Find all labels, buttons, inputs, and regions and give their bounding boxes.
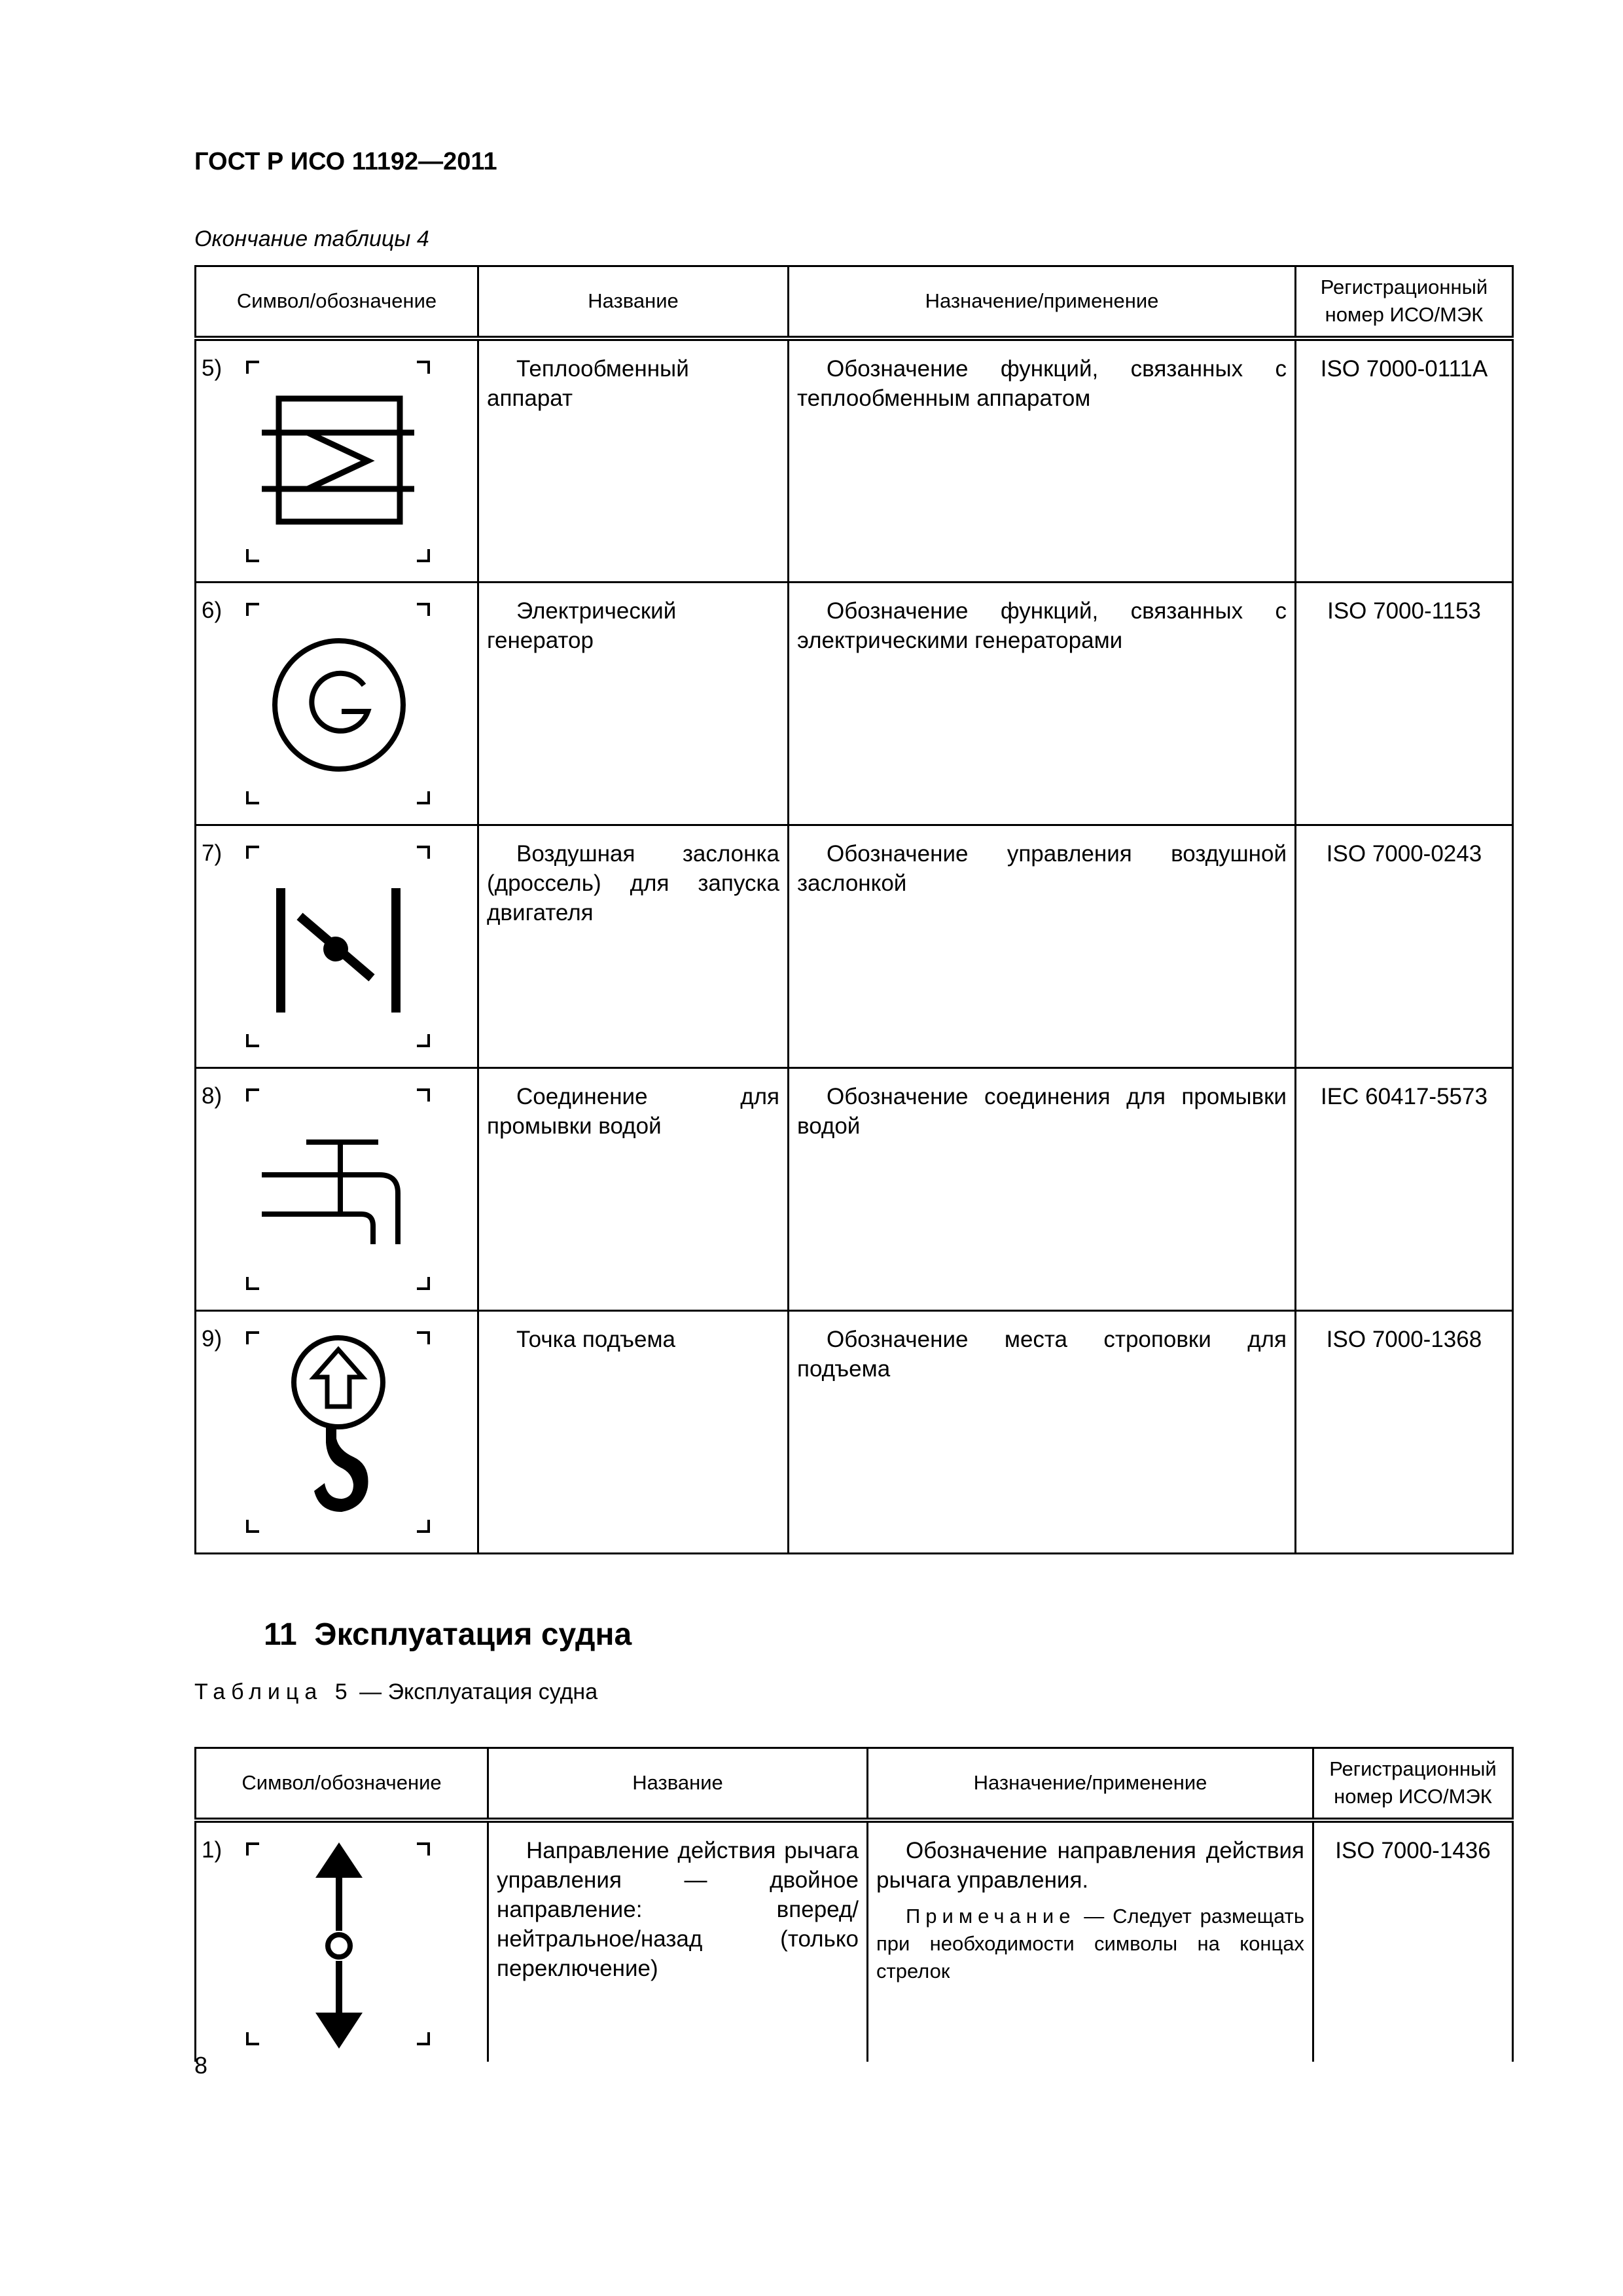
table-header-row bbox=[196, 266, 1513, 338]
header-symbol: Символ/обозначение bbox=[196, 1748, 488, 1820]
note-label: Примечание bbox=[906, 1904, 1076, 1928]
section-heading bbox=[264, 1617, 632, 1653]
section-number: 11 bbox=[264, 1617, 297, 1652]
note-text: — Следует размещать при необходимости символы на концах стрелок bbox=[876, 1904, 1304, 1982]
table-row bbox=[196, 582, 1513, 825]
header-purpose: Назначение/применение bbox=[868, 1748, 1313, 1820]
row-number: 7) bbox=[202, 840, 223, 866]
row-number: 5) bbox=[202, 355, 223, 381]
table-row bbox=[196, 1820, 1513, 2062]
row-purpose: Обозначение управления воздушной заслонкой bbox=[797, 840, 1287, 896]
dual-direction-lever-icon bbox=[196, 1823, 489, 2062]
row-name: Электрический генератор bbox=[487, 598, 677, 653]
row-purpose: Обозначение места строповки для подъема bbox=[797, 1326, 1287, 1382]
row-name: Теплообменный аппарат bbox=[487, 355, 689, 411]
header-reg-number: Регистрационный номер ИСО/МЭК bbox=[1296, 266, 1513, 338]
generator-icon bbox=[196, 583, 479, 824]
table-5-caption bbox=[194, 1679, 597, 1705]
choke-icon bbox=[196, 826, 479, 1067]
table-5 bbox=[194, 1747, 1514, 2062]
row-number: 8) bbox=[202, 1083, 223, 1109]
row-reg-number: ISO 7000-0111A bbox=[1320, 355, 1488, 382]
row-reg-number: ISO 7000-1368 bbox=[1326, 1326, 1482, 1352]
lifting-point-icon bbox=[196, 1312, 479, 1552]
header-name: Название bbox=[478, 266, 789, 338]
table-row bbox=[196, 338, 1513, 583]
header-purpose: Назначение/применение bbox=[789, 266, 1296, 338]
table-row bbox=[196, 1067, 1513, 1310]
table-row bbox=[196, 1310, 1513, 1553]
page-number: 8 bbox=[194, 2052, 208, 2079]
row-name: Направление действия рычага управления — двойное направление: вперед/нейтральное/назад (только переключение) bbox=[497, 1837, 859, 1981]
header-reg-number: Регистрационный номер ИСО/МЭК bbox=[1313, 1748, 1513, 1820]
table-5-title: — Эксплуатация судна bbox=[359, 1679, 598, 1704]
water-flush-icon bbox=[196, 1069, 479, 1310]
row-number: 9) bbox=[202, 1325, 223, 1352]
row-purpose: Обозначение соединения для промывки водой bbox=[797, 1083, 1287, 1139]
header-name: Название bbox=[488, 1748, 868, 1820]
row-name: Точка подъема bbox=[516, 1326, 676, 1352]
row-number: 6) bbox=[202, 597, 223, 623]
row-purpose: Обозначение направления действия рычага управления. bbox=[876, 1837, 1304, 1893]
row-name: Соединение для промывки водой bbox=[487, 1083, 779, 1139]
row-purpose: Обозначение функций, связанных с электрическими генераторами bbox=[797, 598, 1287, 653]
table-row bbox=[196, 825, 1513, 1067]
row-name: Воздушная заслонка (дроссель) для запуска двигателя bbox=[487, 840, 779, 925]
row-reg-number: IEC 60417-5573 bbox=[1321, 1083, 1488, 1109]
row-reg-number: ISO 7000-1436 bbox=[1335, 1837, 1491, 1863]
table-continuation-caption: Окончание таблицы 4 bbox=[194, 226, 429, 251]
row-purpose: Обозначение функций, связанных с теплообменным аппаратом bbox=[797, 355, 1287, 411]
document-code: ГОСТ Р ИСО 11192—2011 bbox=[194, 148, 497, 175]
heat-exchanger-icon bbox=[196, 341, 479, 581]
section-title: Эксплуатация судна bbox=[314, 1617, 632, 1652]
header-symbol: Символ/обозначение bbox=[196, 266, 478, 338]
row-number: 1) bbox=[202, 1837, 223, 1863]
row-reg-number: ISO 7000-1153 bbox=[1327, 598, 1481, 624]
table-header-row bbox=[196, 1748, 1513, 1820]
row-reg-number: ISO 7000-0243 bbox=[1326, 840, 1482, 867]
row-note bbox=[868, 1895, 1312, 1985]
table-5-label: Таблица 5 bbox=[194, 1679, 353, 1704]
table-4 bbox=[194, 265, 1514, 1554]
